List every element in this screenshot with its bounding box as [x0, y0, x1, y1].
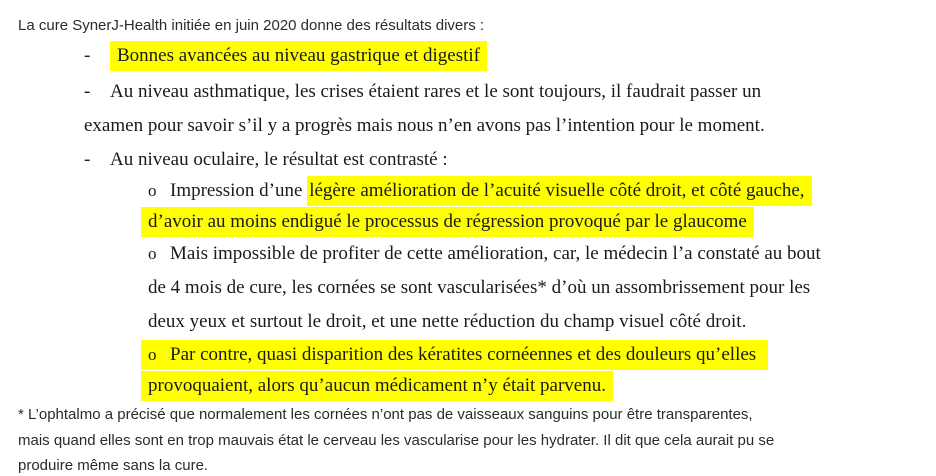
highlighted-text: provoquaient, alors qu’aucun médicament n’y était parvenu. [141, 371, 613, 401]
highlighted-text: légère amélioration de l’acuité visuelle côté droit, et côté gauche, [307, 176, 811, 206]
list-item-asthma-cont: examen pour savoir s’il y a progrès mais nous n’en avons pas l’intention pour le moment. [84, 115, 765, 136]
circle-bullet: o [148, 181, 157, 200]
sub-item-keratitis-cont [141, 376, 613, 395]
dash-bullet: - [84, 81, 91, 102]
list-item-asthma [84, 82, 761, 101]
list-item-gastric [84, 46, 487, 65]
list-item-text: Au niveau asthmatique, les crises étaient rares et le sont toujours, il faudrait passer un [110, 81, 762, 102]
sub-item-vascularisation [148, 244, 821, 263]
sub-item-prefix: Impression d’une [170, 180, 308, 201]
sub-item-keratitis [141, 345, 768, 364]
highlighted-text: Bonnes avancées au niveau gastrique et digestif [110, 41, 487, 71]
highlighted-text: o Par contre, quasi disparition des kératites cornéennes et des douleurs qu’elles [141, 340, 768, 370]
sub-item-vascularisation-line2: de 4 mois de cure, les cornées se sont vascularisées* d’où un assombrissement pour les [148, 277, 811, 298]
sub-item-improvement-cont [141, 212, 754, 231]
intro-text: La cure SynerJ-Health initiée en juin 2020 donne des résultats divers : [18, 17, 485, 34]
sub-item-improvement [148, 181, 812, 200]
sub-item-vascularisation-line3: deux yeux et surtout le droit, et une nette réduction du champ visuel côté droit. [148, 311, 747, 332]
list-item-ocular [84, 150, 448, 169]
footnote-line3: produire même sans la cure. [18, 457, 209, 474]
highlighted-text: d’avoir au moins endigué le processus de régression provoqué par le glaucome [141, 207, 754, 237]
dash-bullet: - [84, 45, 91, 66]
sub-item-text: Mais impossible de profiter de cette amélioration, car, le médecin l’a constaté au bout [170, 243, 821, 264]
list-item-text: Au niveau oculaire, le résultat est contrasté : [110, 149, 448, 170]
footnote-line1: * L’ophtalmo a précisé que normalement les cornées n’ont pas de vaisseaux sanguins pour être transparentes, [18, 406, 753, 423]
footnote-line2: mais quand elles sont en trop mauvais état le cerveau les vascularise pour les hydrater. Il dit que cela aurait pu se [18, 432, 775, 449]
circle-bullet: o [148, 244, 157, 263]
dash-bullet: - [84, 149, 91, 170]
circle-bullet: o [148, 345, 157, 364]
